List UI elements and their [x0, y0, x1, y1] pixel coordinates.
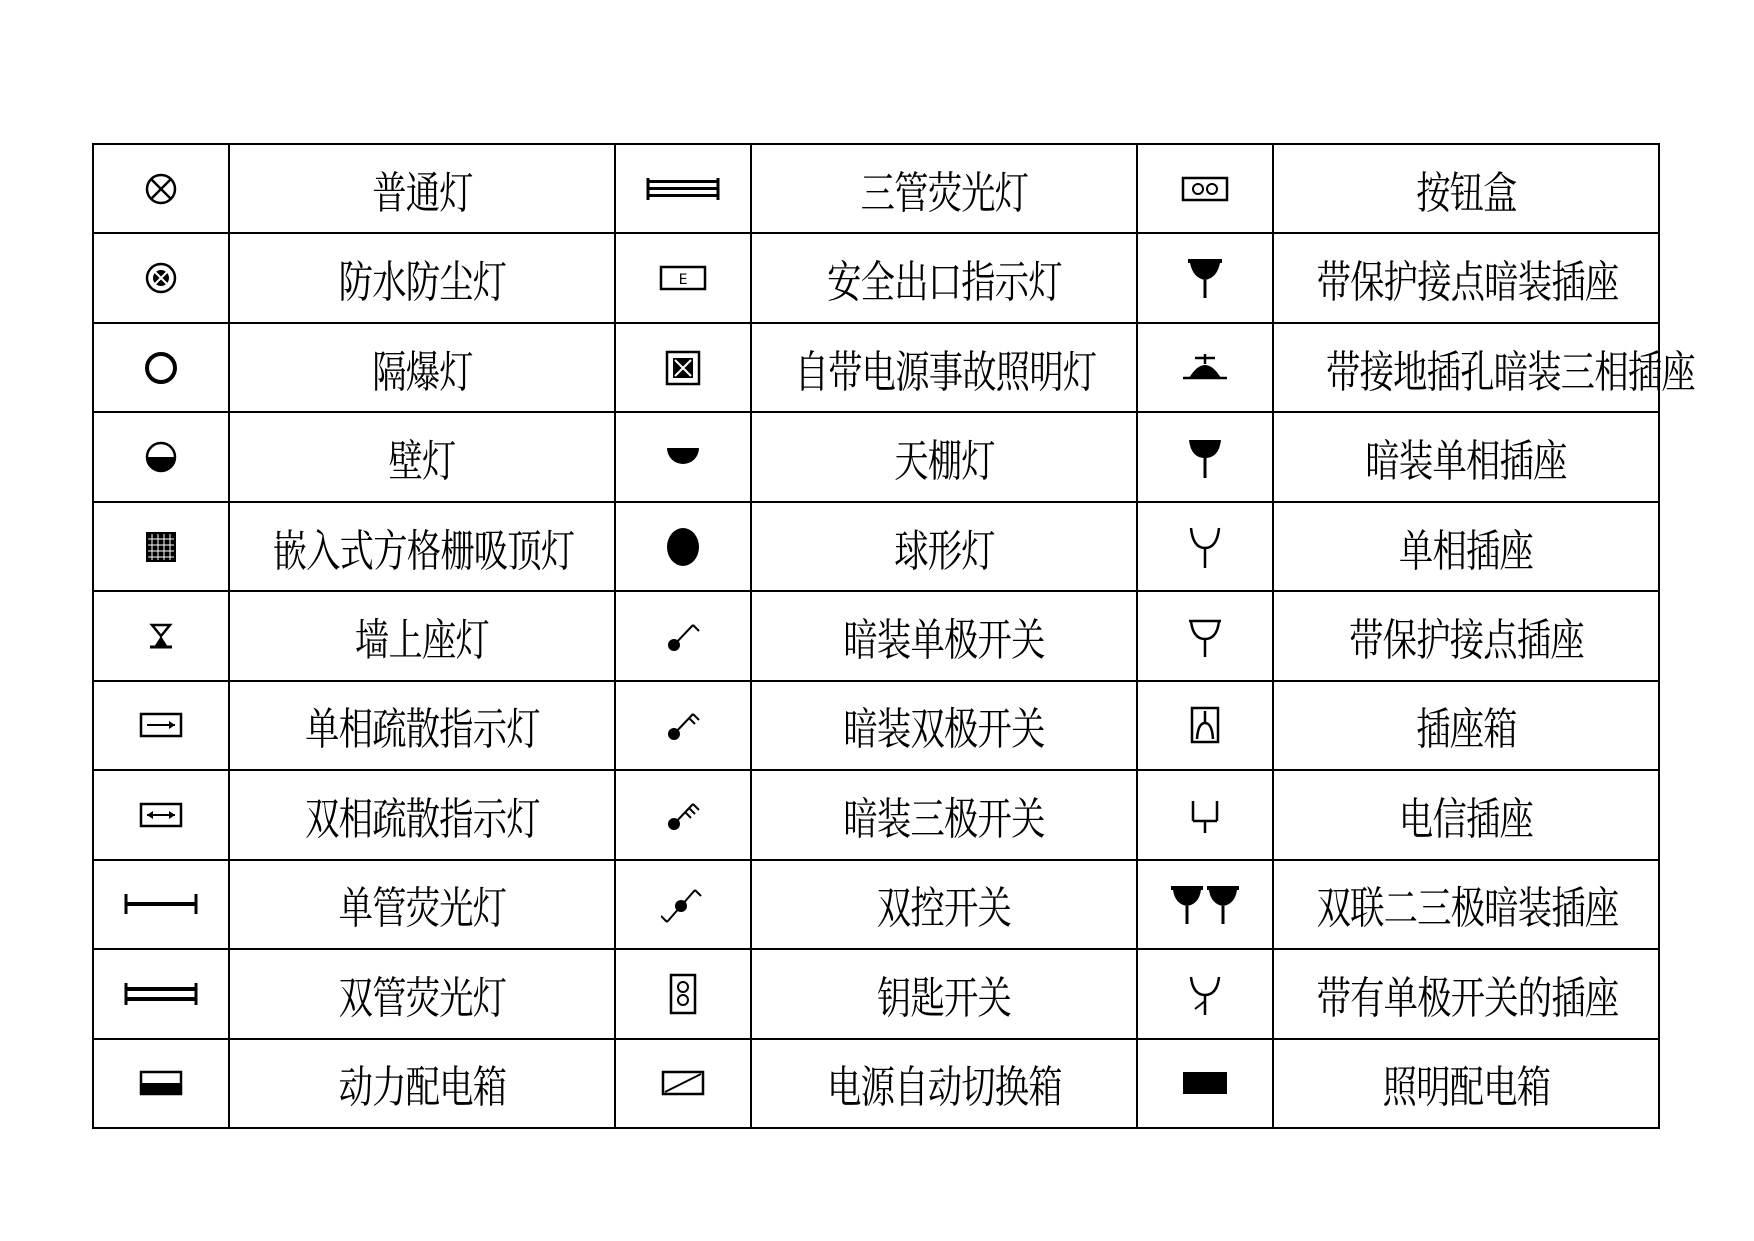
symbol-label: 壁灯	[388, 436, 456, 488]
symbol-cell	[93, 502, 229, 591]
symbol-label: 双相疏散指示灯	[304, 793, 540, 845]
label-cell	[229, 860, 615, 949]
symbol-cell	[615, 1039, 751, 1128]
table-row	[93, 1039, 1659, 1128]
symbol-label: 自带电源事故照明灯	[794, 346, 1097, 398]
table-row	[93, 949, 1659, 1038]
label-cell	[1273, 323, 1695, 412]
label-cell	[1273, 681, 1659, 770]
label-cell	[229, 681, 615, 770]
label-cell	[229, 412, 615, 501]
twin-socket-icon	[1138, 882, 1272, 926]
label-cell	[1273, 949, 1659, 1038]
grid-ceiling-lamp-icon	[94, 529, 228, 565]
symbol-cell	[93, 860, 229, 949]
symbol-label: 带保护接点暗装插座	[1316, 257, 1619, 309]
label-cell	[1273, 591, 1659, 680]
label-cell	[751, 502, 1137, 591]
switched-socket-icon	[1138, 971, 1272, 1017]
label-cell	[1273, 233, 1659, 322]
three-phase-socket-icon	[1138, 350, 1272, 386]
symbol-cell	[615, 949, 751, 1038]
ceiling-lamp-icon	[616, 442, 750, 472]
symbol-label: 动力配电箱	[338, 1062, 506, 1114]
label-cell	[229, 770, 615, 859]
label-cell	[229, 502, 615, 591]
triple-fluorescent-icon	[616, 174, 750, 204]
symbol-cell	[1137, 412, 1273, 501]
symbol-cell	[93, 681, 229, 770]
symbol-cell	[93, 144, 229, 233]
power-distribution-box-icon	[94, 1069, 228, 1097]
two-way-evac-sign-icon	[94, 800, 228, 830]
symbol-cell	[93, 412, 229, 501]
symbol-label: 墙上座灯	[354, 614, 490, 666]
waterproof-lamp-icon	[94, 258, 228, 298]
symbol-cell	[1137, 591, 1273, 680]
table-row	[93, 233, 1659, 322]
wall-mounted-lamp-icon	[94, 621, 228, 651]
symbol-cell	[93, 949, 229, 1038]
symbol-cell	[615, 144, 751, 233]
globe-lamp-icon	[616, 525, 750, 569]
grounded-socket-icon	[1138, 613, 1272, 659]
single-fluorescent-icon	[94, 890, 228, 918]
symbol-label: 暗装单极开关	[843, 614, 1045, 666]
telecom-socket-icon	[1138, 795, 1272, 835]
symbol-label: 单相插座	[1398, 525, 1534, 577]
symbol-label: 电信插座	[1398, 793, 1534, 845]
symbol-cell	[615, 233, 751, 322]
table-row	[93, 681, 1659, 770]
label-cell	[229, 949, 615, 1038]
symbol-cell	[93, 233, 229, 322]
symbol-cell	[615, 860, 751, 949]
wall-lamp-icon	[94, 437, 228, 477]
symbol-label: 暗装单相插座	[1365, 436, 1567, 488]
table-row	[93, 323, 1659, 412]
double-pole-switch-icon	[616, 705, 750, 745]
symbol-cell	[615, 412, 751, 501]
symbol-label: 暗装双极开关	[843, 704, 1045, 756]
label-cell	[751, 770, 1137, 859]
emergency-lamp-icon	[616, 348, 750, 388]
label-cell	[751, 144, 1137, 233]
auto-transfer-box-icon	[616, 1069, 750, 1097]
label-cell	[1273, 1039, 1659, 1128]
table-row	[93, 412, 1659, 501]
symbol-cell	[615, 323, 751, 412]
key-switch-icon	[616, 972, 750, 1016]
symbol-cell	[1137, 323, 1273, 412]
label-cell	[229, 323, 615, 412]
label-cell	[751, 681, 1137, 770]
symbol-label: 单相疏散指示灯	[304, 704, 540, 756]
table-row	[93, 860, 1659, 949]
explosion-proof-lamp-icon	[94, 348, 228, 388]
symbol-legend-table	[92, 143, 1695, 1129]
label-cell	[751, 323, 1137, 412]
symbol-label: 普通灯	[371, 167, 473, 219]
table-row	[93, 770, 1659, 859]
label-cell	[751, 949, 1137, 1038]
symbol-label: 双管荧光灯	[338, 972, 506, 1024]
symbol-label: 天棚灯	[893, 436, 995, 488]
socket-box-icon	[1138, 705, 1272, 745]
symbol-label: 带有单极开关的插座	[1316, 972, 1619, 1024]
symbol-label: 电源自动切换箱	[826, 1062, 1062, 1114]
symbol-cell	[1137, 1039, 1273, 1128]
label-cell	[751, 233, 1137, 322]
symbol-label: 照明配电箱	[1382, 1062, 1550, 1114]
symbol-cell	[93, 770, 229, 859]
table-row	[93, 144, 1659, 233]
svg-text:E: E	[678, 272, 688, 289]
symbol-cell	[615, 502, 751, 591]
symbol-label: 三管荧光灯	[860, 167, 1028, 219]
symbol-label: 暗装三极开关	[843, 793, 1045, 845]
symbol-label: 单管荧光灯	[338, 883, 506, 935]
symbol-label: 带保护接点插座	[1348, 614, 1584, 666]
label-cell	[1273, 412, 1659, 501]
symbol-cell	[93, 591, 229, 680]
one-way-evac-sign-icon	[94, 710, 228, 740]
label-cell	[229, 144, 615, 233]
symbol-cell	[615, 591, 751, 680]
label-cell	[751, 1039, 1137, 1128]
label-cell	[229, 591, 615, 680]
symbol-label: 双控开关	[876, 883, 1012, 935]
label-cell	[1273, 502, 1659, 591]
triple-pole-switch-icon	[616, 795, 750, 835]
symbol-label: 球形灯	[893, 525, 995, 577]
symbol-label: 安全出口指示灯	[826, 257, 1062, 309]
double-fluorescent-icon	[94, 979, 228, 1009]
symbol-label: 按钮盒	[1415, 167, 1517, 219]
recessed-single-phase-socket-icon	[1138, 434, 1272, 480]
label-cell	[1273, 770, 1659, 859]
symbol-label: 隔爆灯	[371, 346, 473, 398]
symbol-label: 双联二三极暗装插座	[1316, 883, 1619, 935]
symbol-cell	[615, 770, 751, 859]
grounded-recessed-socket-icon	[1138, 256, 1272, 300]
label-cell	[229, 1039, 615, 1128]
label-cell	[229, 233, 615, 322]
symbol-cell	[1137, 770, 1273, 859]
symbol-label: 嵌入式方格栅吸顶灯	[272, 525, 575, 577]
single-phase-socket-icon	[1138, 524, 1272, 570]
symbol-label: 钥匙开关	[876, 972, 1012, 1024]
symbol-cell	[93, 1039, 229, 1128]
label-cell	[751, 412, 1137, 501]
label-cell	[1273, 860, 1659, 949]
symbol-cell	[1137, 144, 1273, 233]
label-cell	[751, 591, 1137, 680]
single-pole-switch-icon	[616, 616, 750, 656]
lighting-distribution-box-icon	[1138, 1069, 1272, 1097]
table-row	[93, 591, 1659, 680]
exit-sign-icon	[616, 263, 750, 293]
symbol-cell	[1137, 860, 1273, 949]
symbol-label: 带接地插孔暗装三相插座	[1326, 346, 1695, 398]
label-cell	[1273, 144, 1659, 233]
symbol-cell	[1137, 681, 1273, 770]
symbol-label: 防水防尘灯	[338, 257, 506, 309]
symbol-label: 插座箱	[1415, 704, 1517, 756]
push-button-box-icon	[1138, 175, 1272, 203]
symbol-cell	[1137, 233, 1273, 322]
plain-lamp-icon	[94, 169, 228, 209]
table-row	[93, 502, 1659, 591]
symbol-cell	[1137, 949, 1273, 1038]
symbol-cell	[615, 681, 751, 770]
symbol-cell	[1137, 502, 1273, 591]
label-cell	[751, 860, 1137, 949]
symbol-cell	[93, 323, 229, 412]
two-way-switch-icon	[616, 884, 750, 924]
